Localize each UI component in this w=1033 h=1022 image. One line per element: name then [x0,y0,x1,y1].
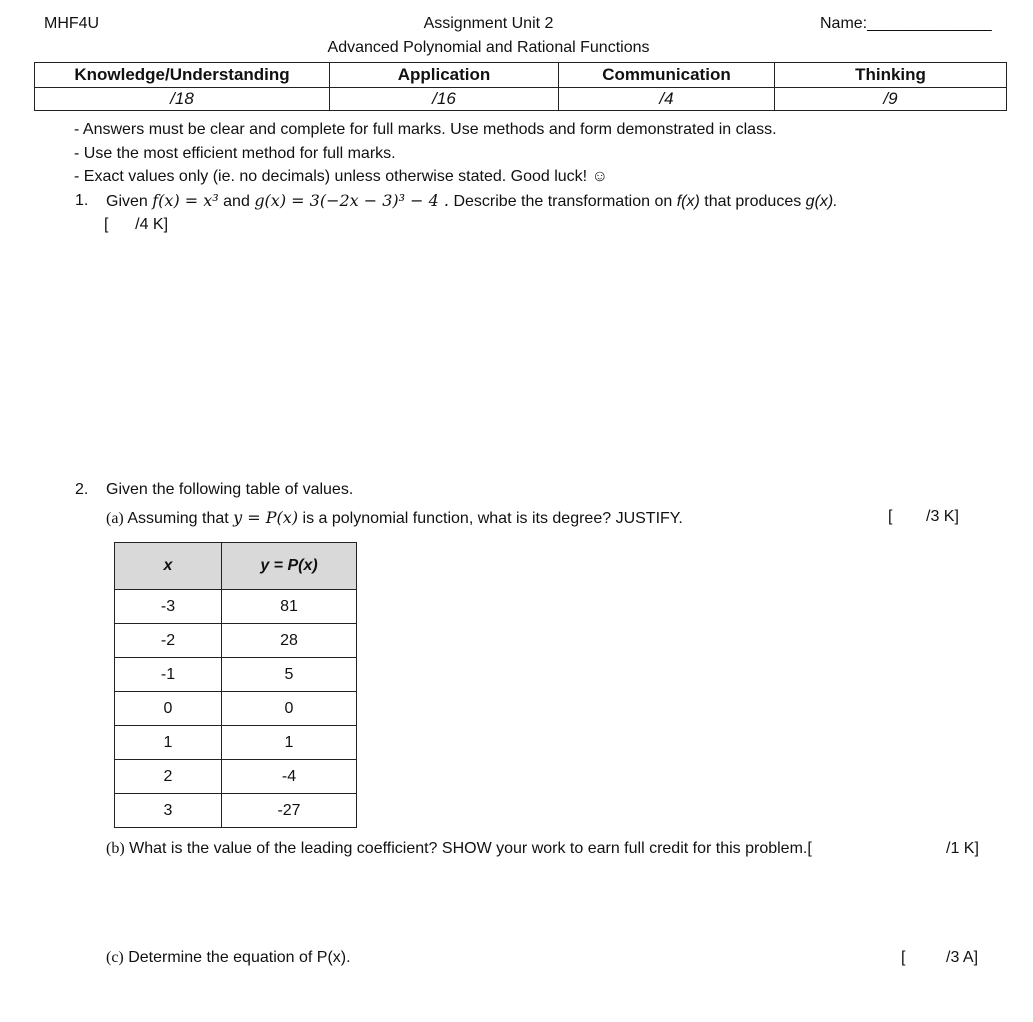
assignment-subtitle: Advanced Polynomial and Rational Functions [327,39,650,56]
q2a-label: (a) [106,510,124,527]
category-communication: Communication [559,63,775,88]
f-expression: f(x) = x³ [152,191,219,210]
marks-table [34,62,1007,111]
name-label: Name: [820,15,868,32]
table-row [115,794,357,828]
q2c-marks: /3 A] [946,949,979,966]
q2-number: 2. [75,481,89,498]
q2a-text: (a) Assuming that y = P(x) is a polynomial function, what is its degree? JUSTIFY. [106,508,683,527]
name-field [820,15,992,33]
instruction-line: - Use the most efficient method for full marks. [74,145,396,162]
p-expression: y = P(x) [233,508,299,527]
y-cell: 0 [222,692,357,726]
q2-text: Given the following table of values. [106,481,354,498]
x-cell: 0 [115,692,222,726]
category-application: Application [330,63,559,88]
total-application: /16 [330,88,559,111]
q2b-marks: /1 K] [946,840,979,857]
category-thinking: Thinking [775,63,1007,88]
instruction-line: - Exact values only (ie. no decimals) unless otherwise stated. Good luck! ☺ [74,168,608,185]
table-row [115,760,357,794]
course-code: MHF4U [44,15,100,32]
y-cell: 81 [222,590,357,624]
q2b-text: (b) What is the value of the leading coefficient? SHOW your work to earn full credit for this problem.[ [106,840,812,857]
y-cell: -4 [222,760,357,794]
y-cell: 5 [222,658,357,692]
y-cell: 1 [222,726,357,760]
total-communication: /4 [559,88,775,111]
table-row [115,624,357,658]
total-knowledge: /18 [35,88,330,111]
y-cell: 28 [222,624,357,658]
x-cell: -2 [115,624,222,658]
x-cell: 1 [115,726,222,760]
q2c-marks-bracket: [ [901,949,906,966]
y-cell: -27 [222,794,357,828]
g-expression: g(x) = 3(−2x − 3)³ − 4 . [254,191,450,210]
values-header-row [115,543,357,590]
table-row [115,692,357,726]
x-cell: 2 [115,760,222,794]
q2a-marks: /3 K] [926,508,959,525]
marks-header-row [35,63,1007,88]
x-cell: 3 [115,794,222,828]
q2a-marks-bracket: [ [888,508,893,525]
y-header: y = P(x) [222,543,357,590]
q1-text: Given f(x) = x³ and g(x) = 3(−2x − 3)³ − 4 . Describe the transformation on f(x) that produces g(x). [106,191,838,210]
q1-marks: [ /4 K] [104,216,169,233]
table-row [115,658,357,692]
q2c-label: (c) [106,949,124,966]
x-cell: -3 [115,590,222,624]
q1-number: 1. [75,192,89,209]
instruction-line: - Answers must be clear and complete for full marks. Use methods and form demonstrated in class. [74,121,777,138]
x-header: x [115,543,222,590]
table-row [115,726,357,760]
table-row [115,590,357,624]
category-knowledge: Knowledge/Understanding [35,63,330,88]
q2b-label: (b) [106,840,125,857]
x-cell: -1 [115,658,222,692]
values-table [114,542,357,828]
name-blank: ______________ [867,15,992,32]
marks-total-row [35,88,1007,111]
q2c-text: (c) Determine the equation of P(x). [106,949,351,966]
assignment-title: Assignment Unit 2 [423,15,554,32]
total-thinking: /9 [775,88,1007,111]
